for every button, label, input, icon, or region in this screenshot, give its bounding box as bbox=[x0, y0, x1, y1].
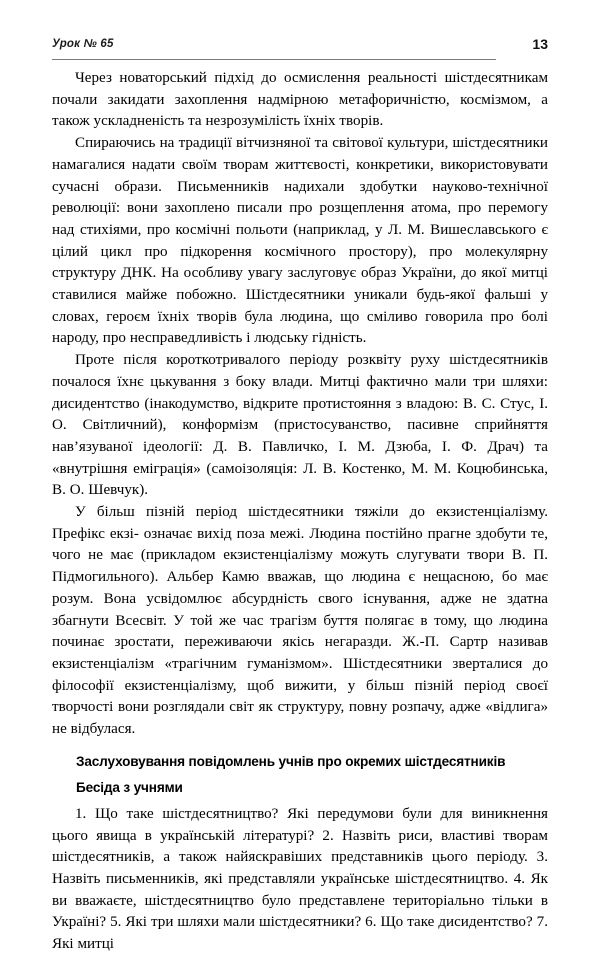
running-head-rule bbox=[52, 59, 496, 60]
page-number: 13 bbox=[532, 36, 548, 52]
paragraph-2: Спираючись на традиції вітчизняної та світової культури, шістдесятники намагалися надати своїм творам життєвості, конкретики, використовувати сучасні образи. Письменників надихали здобутки науково-технічної революції: вони захоплено писали про розщеплення атома, про перемогу над стихіями, про космічні польоти (наприклад, у Л. М. Вишеславського є цілий цикл про підкорення космічного простору), про молекулярну структуру ДНК. На особливу увагу заслуговує образ України, до якої митці ставилися майже побожно. Шістдесятники уникали будь-якої фальші у словах, героєм їхніх творів була людина, що сміливо говорила про болі народу, про несправедливість і людську гідність. bbox=[52, 135, 548, 347]
body-text-block bbox=[52, 68, 548, 956]
subheading-conversation: Бесіда з учнями bbox=[76, 779, 183, 795]
paragraph-1: Через новаторський підхід до осмислення реальності шістдесятникам почали закидати захоплення надмірною метафоричністю, космізмом, а також ускладненість та незрозумілість їхніх творів. bbox=[52, 70, 548, 130]
running-head-title: Урок № 65 bbox=[52, 38, 114, 50]
subheading-reports: Заслуховування повідомлень учнів про окремих шістдесятників bbox=[76, 753, 506, 769]
running-head bbox=[52, 38, 548, 62]
paragraph-4: У більш пізній період шістдесятники тяжіли до екзистенціалізму. Префікс екзі- означає вихід поза межі. Людина постійно прагне здобути те, чого не має (прикладом екзистенціалізму можуть слугувати твори В. П. Підмогильного). Альбер Камю вважав, що людина є нещасною, бо має розум. Вона усвідомлює абсурдність свого існування, адже не здатна збагнути Всесвіт. У той же час трагізм буття полягає в тому, що людина починає зростати, переживаючи якісь негаразди. Ж.-П. Сартр називав екзистенціалізм «трагічним гуманізмом». Шістдесятники зверталися до філософії екзистенціалізму, щоб вижити, у більш пізній період своєї творчості вони розглядали світ як структуру, повну розпачу, адже «відлига» не відбулася. bbox=[52, 504, 548, 738]
questions-paragraph: 1. Що таке шістдесятництво? Які передумови були для виникнення цього явища в українській літературі? 2. Назвіть риси, властиві творам шістдесятників, а також найяскравіших представників цього періоду. 3. Назвіть письменників, які представляли українське шістдесятництво. 4. Як ви вважаєте, шістдесятництво було представлене територіально тільки в Україні? 5. Які три шляхи мали шістдесятники? 6. Що таке дисидентство? 7. Які митці bbox=[52, 805, 548, 953]
paragraph-3: Проте після короткотривалого періоду розквіту руху шістдесятників почалося їхнє цькування з боку влади. Митці фактично мали три шляхи: дисидентство (інакодумство, відкрите протистояння з владою: В. С. Стус, І. О. Світличний), конформізм (пристосуванство, пасивне сприйняття нав’язуваної ідеології: Д. В. Павличко, І. М. Дзюба, І. Ф. Драч) та «внутрішня еміграція» (самоізоляція: Л. В. Костенко, М. М. Коцюбинська, В. О. Шевчук). bbox=[52, 352, 548, 499]
